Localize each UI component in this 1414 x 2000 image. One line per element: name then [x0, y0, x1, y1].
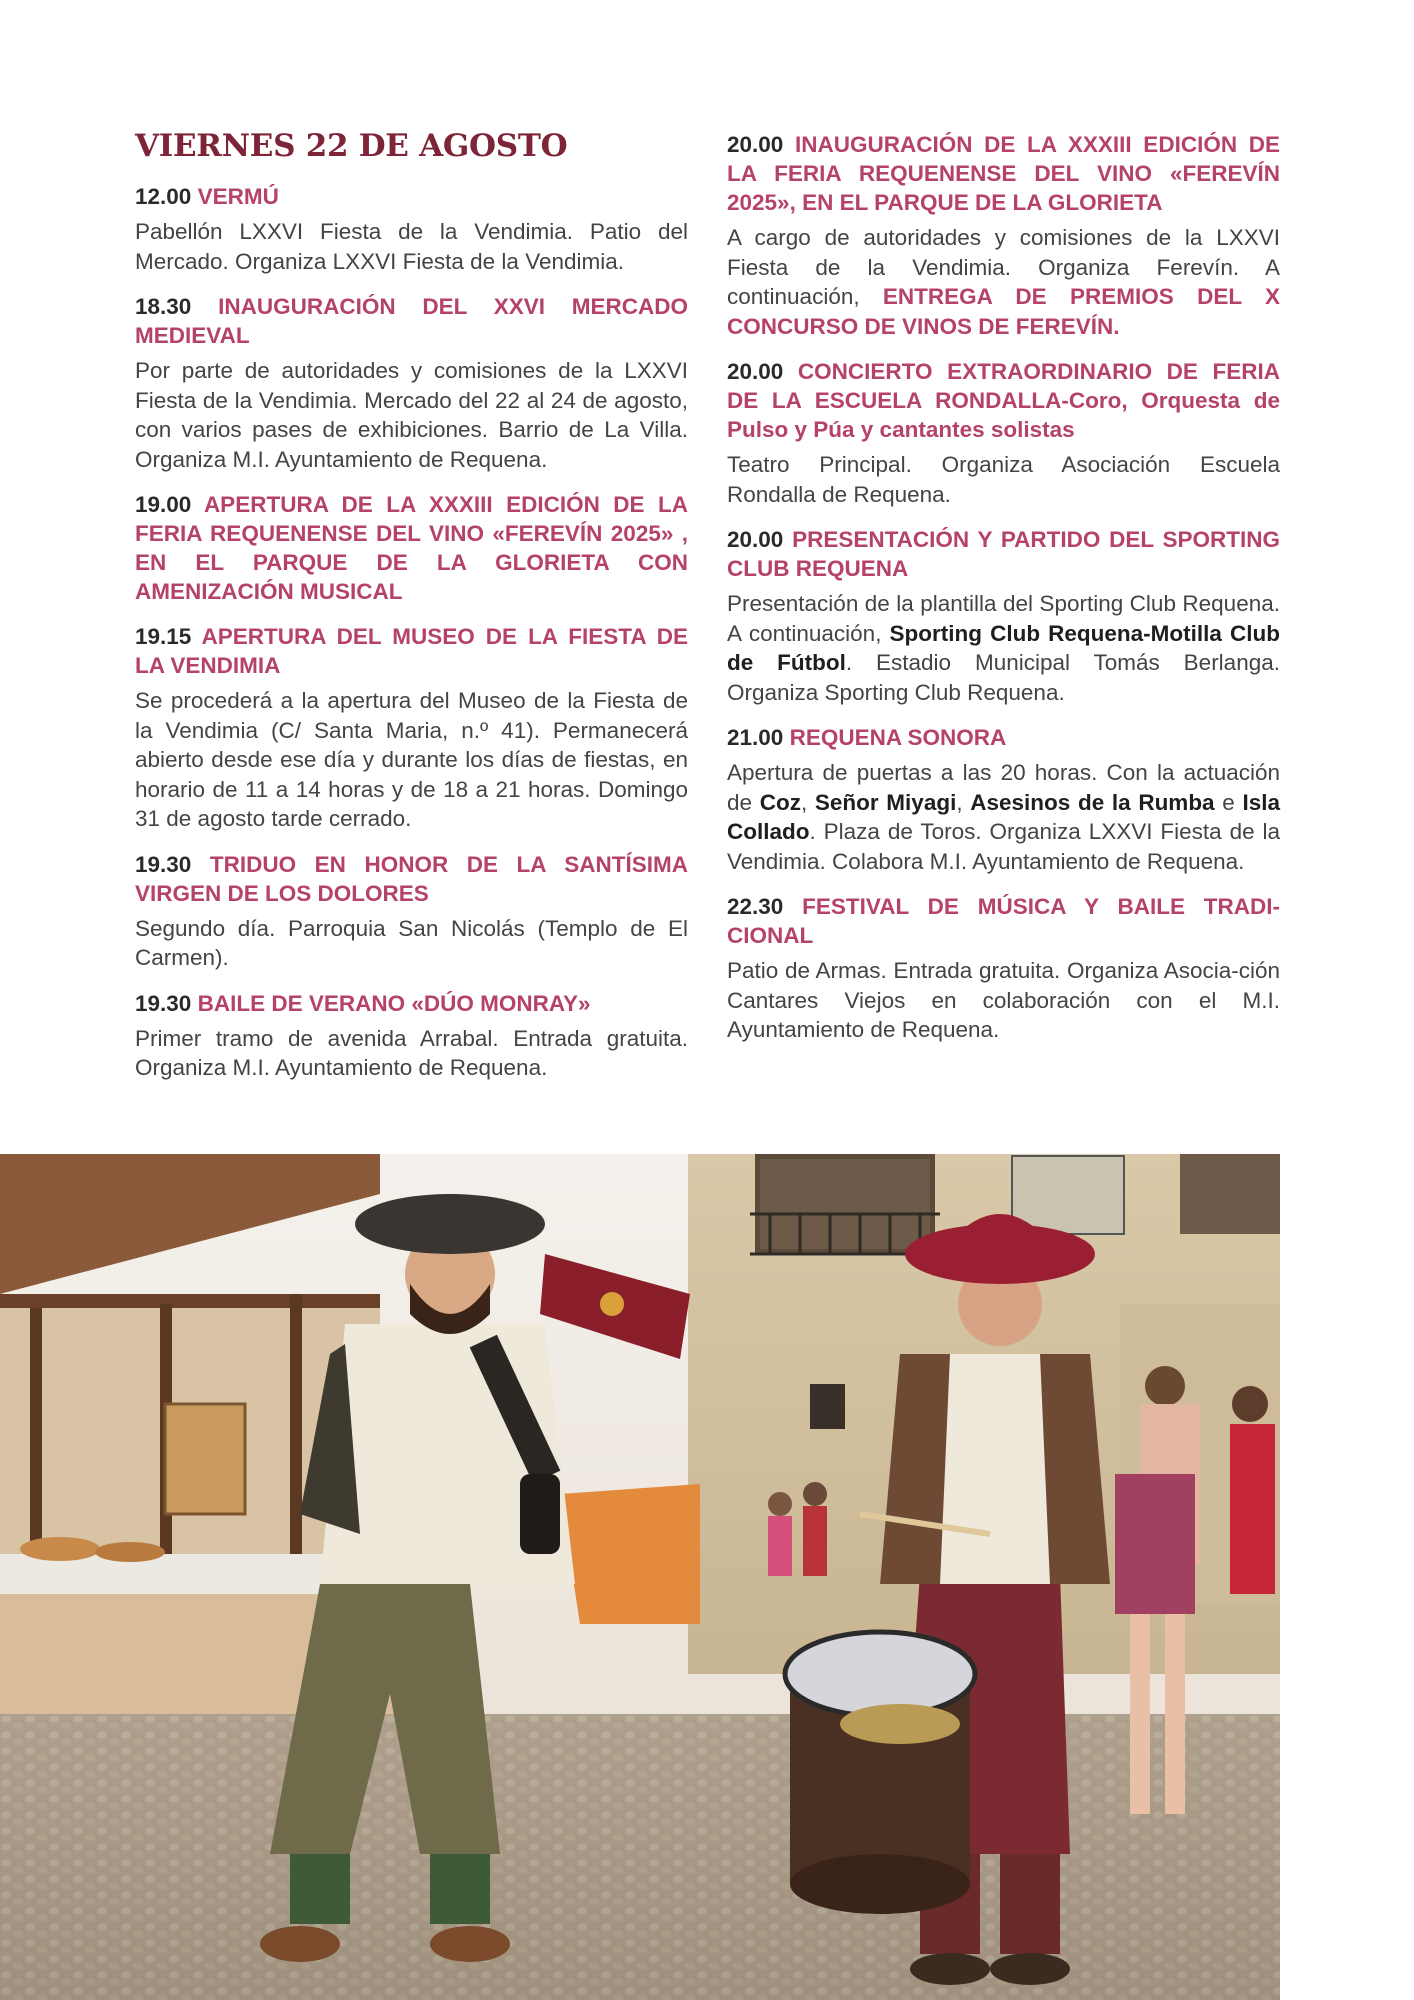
event-title: CONCIERTO EXTRAORDINARIO DE FERIA DE LA ESCUELA RONDALLA-Coro, Orquesta de Pulso y Púa y cantantes solistas	[727, 359, 1280, 442]
event-heading	[135, 989, 688, 1018]
event-description-highlight: ENTREGA DE PREMIOS DEL X CONCURSO DE VINOS DE FEREVÍN.	[727, 284, 1280, 339]
event-time: 20.00	[727, 132, 784, 157]
event-description-text: . Estadio Municipal Tomás Berlanga. Organiza Sporting Club Requena.	[727, 650, 1280, 705]
event-title: INAUGURACIÓN DEL XXVI MERCADO MEDIEVAL	[135, 294, 688, 348]
event-heading	[727, 723, 1280, 752]
event-heading	[135, 292, 688, 350]
event-inauguracion-ferevin	[727, 130, 1280, 341]
event-triduo	[135, 850, 688, 973]
event-heading	[135, 850, 688, 908]
event-heading	[727, 525, 1280, 583]
event-title: REQUENA SONORA	[789, 725, 1007, 750]
event-title: TRIDUO EN HONOR DE LA SANTÍSIMA VIRGEN DE LOS DOLORES	[135, 851, 688, 906]
event-description-bold: Sporting Club Requena-Motilla Club de Fútbol	[727, 620, 1280, 675]
event-time: 19.00	[135, 492, 192, 517]
band-name: Señor Miyagi	[814, 789, 957, 815]
event-apertura-ferevin	[135, 490, 688, 606]
event-vermu	[135, 182, 688, 276]
street-musicians-photo	[0, 1154, 1280, 2000]
event-mercado-medieval	[135, 292, 688, 474]
event-description: Segundo día. Parroquia San Nicolás (Templo de El Carmen).	[135, 915, 688, 970]
event-description: Se procederá a la apertura del Museo de la Fiesta de la Vendimia (C/ Santa Maria, n.º 41). Permanecerá abierto desde ese día y durante los días de fiestas, en horario de 11 a 14 horas y de 18 a 21 horas. Domingo 31 de agosto tarde cerrado.	[135, 688, 688, 831]
event-time: 19.30	[135, 851, 192, 877]
event-time: 21.00	[727, 725, 784, 750]
event-time: 19.15	[135, 624, 192, 649]
event-time: 20.00	[727, 359, 784, 384]
band-name: Asesinos de la Rumba	[970, 789, 1215, 815]
separator: e	[1214, 789, 1243, 815]
event-description-text: A cargo de autoridades y comisiones de la LXXVI Fiesta de la Vendimia. Organiza Ferevín. A continuación,	[727, 225, 1280, 309]
event-description	[727, 223, 1280, 341]
event-time: 20.00	[727, 527, 784, 552]
event-description: Pabellón LXXVI Fiesta de la Vendimia. Patio del Mercado. Organiza LXXVI Fiesta de la Vendimia.	[135, 219, 688, 274]
event-time: 12.00	[135, 184, 192, 209]
event-description: Patio de Armas. Entrada gratuita. Organiza Asocia-ción Cantares Viejos en colaboración con el M.I. Ayuntamiento de Requena.	[727, 958, 1280, 1042]
event-description-text: Presentación de la plantilla del Sporting Club Requena. A continuación,	[727, 591, 1280, 646]
event-museo	[135, 622, 688, 834]
band-name: Isla Collado	[727, 789, 1280, 844]
event-concierto	[727, 357, 1280, 509]
event-baile-verano	[135, 989, 688, 1083]
event-heading	[135, 182, 688, 211]
event-title: FESTIVAL DE MÚSICA Y BAILE TRADI-CIONAL	[727, 894, 1280, 948]
right-column	[727, 130, 1280, 1061]
event-time: 18.30	[135, 294, 192, 319]
left-column	[135, 128, 688, 1099]
event-description-text: . Plaza de Toros. Organiza LXXVI Fiesta de la Vendimia. Colabora M.I. Ayuntamiento de Requena.	[727, 819, 1280, 874]
event-description: Primer tramo de avenida Arrabal. Entrada gratuita. Organiza M.I. Ayuntamiento de Requena.	[135, 1025, 688, 1080]
separator: ,	[800, 789, 815, 815]
event-festival	[727, 892, 1280, 1045]
event-time: 22.30	[727, 894, 784, 919]
event-description: Teatro Principal. Organiza Asociación Escuela Rondalla de Requena.	[727, 452, 1280, 507]
event-title: INAUGURACIÓN DE LA XXXIII EDICIÓN DE LA FERIA REQUENENSE DEL VINO «FEREVÍN 2025», EN EL PARQUE DE LA GLORIETA	[727, 132, 1280, 215]
event-title: APERTURA DEL MUSEO DE LA FIESTA DE LA VENDIMIA	[135, 624, 688, 678]
event-description-text: Apertura de puertas a las 20 horas. Con la actuación de	[727, 760, 1280, 815]
day-title: VIERNES 22 DE AGOSTO	[135, 128, 568, 164]
event-description	[727, 758, 1280, 876]
event-sporting	[727, 525, 1280, 707]
event-heading	[727, 357, 1280, 444]
event-heading	[727, 130, 1280, 217]
event-heading	[727, 892, 1280, 950]
event-title: VERMÚ	[197, 184, 279, 209]
event-time: 19.30	[135, 990, 192, 1016]
event-title: BAILE DE VERANO «DÚO MONRAY»	[197, 990, 591, 1016]
event-title: PRESENTACIÓN Y PARTIDO DEL SPORTING CLUB REQUENA	[727, 527, 1280, 581]
event-description	[727, 589, 1280, 707]
event-description: Por parte de autoridades y comisiones de la LXXVI Fiesta de la Vendimia. Mercado del 22 al 24 de agosto, con varios pases de exhibiciones. Barrio de La Villa. Organiza M.I. Ayuntamiento de Requena.	[135, 358, 688, 472]
event-requena-sonora	[727, 723, 1280, 876]
event-heading	[135, 622, 688, 680]
separator: ,	[956, 789, 971, 815]
band-name: Coz	[759, 789, 801, 815]
event-heading	[135, 490, 688, 606]
event-title: APERTURA DE LA XXXIII EDICIÓN DE LA FERIA REQUENENSE DEL VINO «FEREVÍN 2025» , EN EL PARQUE DE LA GLORIETA CON AMENIZACIÓN MUSICAL	[135, 492, 688, 604]
